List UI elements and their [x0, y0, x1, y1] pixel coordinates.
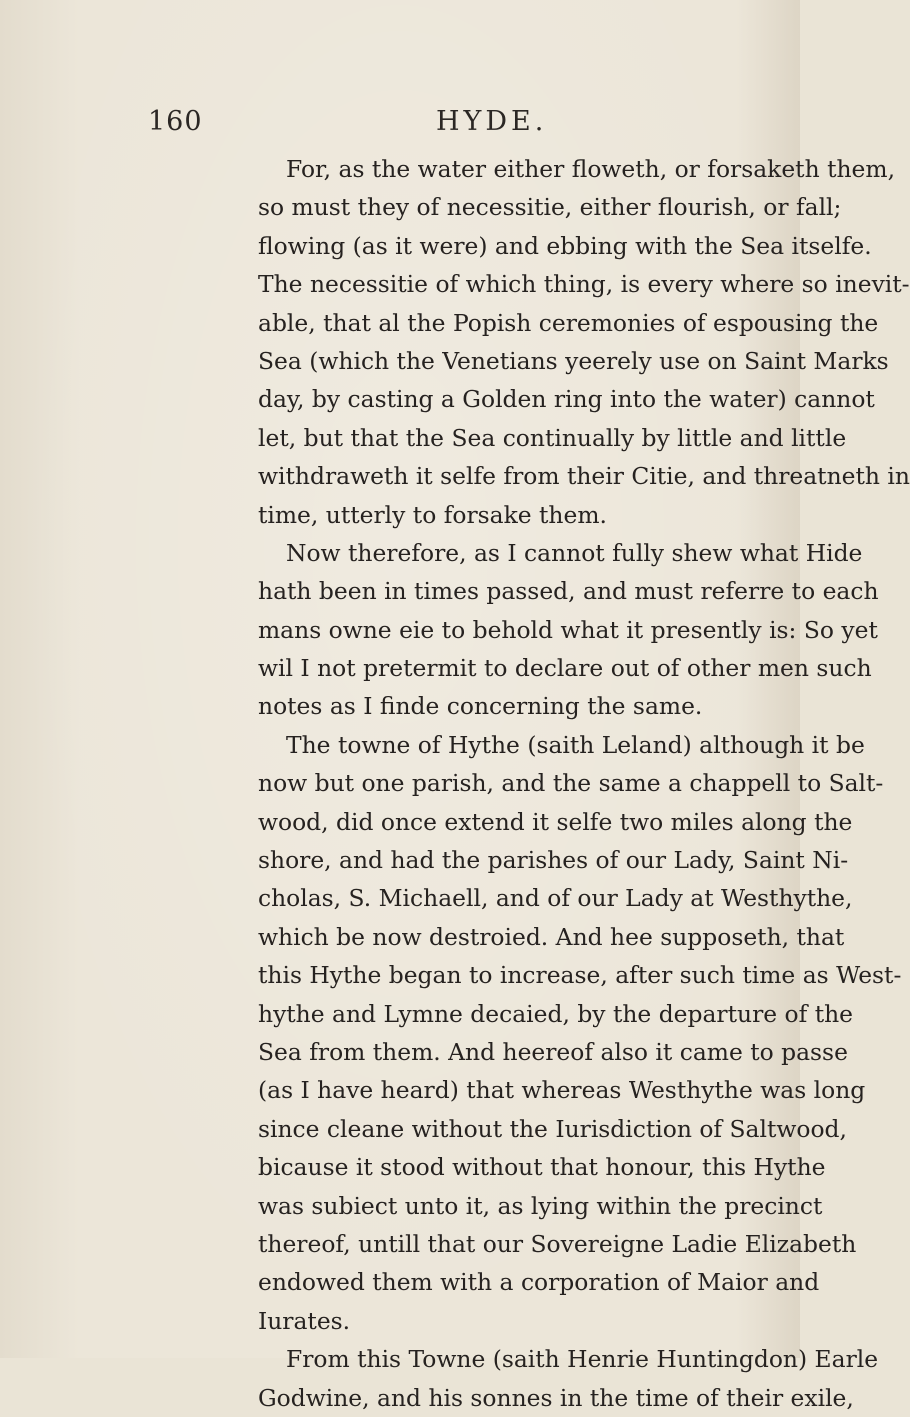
text-line: shore, and had the parishes of our Lady, Saint Ni-	[258, 846, 849, 875]
text-line: now but one parish, and the same a chappell to Salt-	[258, 769, 884, 798]
text-line: flowing (as it were) and ebbing with the Sea itselfe.	[258, 231, 872, 260]
text-line: wil I not pretermit to declare out of other men such	[258, 654, 872, 683]
text-line: cholas, S. Michaell, and of our Lady at Westhythe,	[258, 884, 853, 913]
text-line: so must they of necessitie, either flourish, or fall;	[258, 193, 842, 222]
text-line: For, as the water either floweth, or forsaketh them,	[286, 155, 896, 183]
text-line: was subiect unto it, as lying within the precinct	[258, 1191, 823, 1220]
text-line: notes as I finde concerning the same.	[258, 692, 703, 721]
text-line: (as I have heard) that whereas Westhythe was long	[258, 1076, 866, 1105]
text-line: hath been in times passed, and must referre to each	[258, 577, 879, 606]
text-line: thereof, untill that our Sovereigne Ladie Elizabeth	[258, 1229, 857, 1258]
text-line: The necessitie of which thing, is every where so inevit-	[258, 270, 910, 299]
text-line: endowed them with a corporation of Maior and	[258, 1268, 820, 1297]
text-line: day, by casting a Golden ring into the water) cannot	[258, 385, 875, 414]
text-line: Sea from them. And heereof also it came to passe	[258, 1037, 848, 1066]
text-line: withdraweth it selfe from their Citie, and threatneth in	[258, 462, 910, 491]
text-line: which be now destroied. And hee supposeth, that	[258, 922, 845, 951]
text-line: time, utterly to forsake them.	[258, 500, 607, 529]
text-line: since cleane without the Iurisdiction of Saltwood,	[258, 1114, 847, 1143]
text-line: The towne of Hythe (saith Leland) although it be	[286, 730, 865, 759]
running-head: HYDE.	[436, 106, 548, 137]
text-line: Godwine, and his sonnes in the time of their exile,	[258, 1383, 854, 1412]
text-line: From this Towne (saith Henrie Huntingdon) Earle	[286, 1345, 879, 1374]
text-line: Sea (which the Venetians yeerely use on Saint Marks	[258, 346, 889, 375]
page-number: 160	[148, 106, 203, 137]
page-header	[0, 106, 800, 140]
text-line: wood, did once extend it selfe two miles along the	[258, 807, 853, 836]
text-line: able, that al the Popish ceremonies of espousing the	[258, 308, 879, 337]
text-line: bicause it stood without that honour, this Hythe	[258, 1153, 826, 1182]
body-text	[258, 150, 910, 1417]
text-line: mans owne eie to behold what it presently is: So yet	[258, 615, 878, 644]
text-line: hythe and Lymne decaied, by the departure of the	[258, 999, 854, 1028]
text-line: Now therefore, as I cannot fully shew what Hide	[286, 538, 863, 567]
text-line: this Hythe began to increase, after such time as West-	[258, 961, 902, 990]
text-line: Iurates.	[258, 1306, 351, 1335]
text-line: let, but that the Sea continually by little and little	[258, 423, 847, 452]
